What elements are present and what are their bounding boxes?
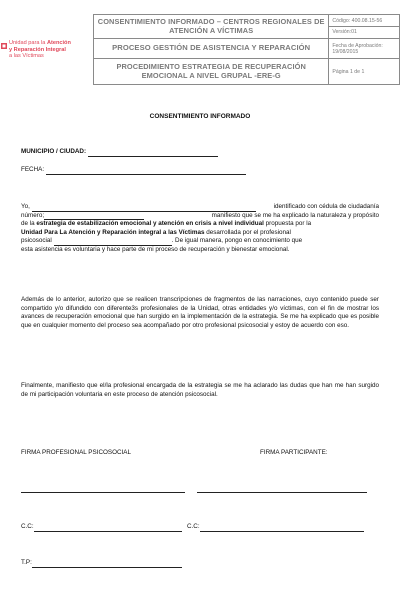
p1-desarrollada: desarrollada por el profesional: [204, 228, 291, 236]
p1-identificado: identificado con cédula de ciudadanía: [273, 203, 379, 210]
logo-text: [9, 40, 71, 60]
p1-line1: [21, 203, 379, 212]
p1-yo: Yo,: [21, 203, 30, 210]
header-code-cell: [329, 15, 400, 39]
tp-label: T.P:: [21, 559, 32, 566]
p1-line5: [21, 237, 379, 246]
cc-participante-field[interactable]: [200, 524, 364, 532]
logo-line2: y Reparación Integral: [9, 46, 66, 53]
firma-participante-label: FIRMA PARTICIPANTE:: [260, 449, 328, 456]
logo-line1-bold: Atención: [46, 40, 71, 46]
name-field[interactable]: [32, 204, 256, 212]
p1-numero: número;: [21, 211, 45, 219]
p1-psicosocial: psicosocial: [21, 237, 52, 245]
logo-line3: a las Víctimas: [9, 53, 44, 60]
p1-line2: [21, 212, 379, 221]
header-title-3: PROCEDIMIENTO ESTRATEGIA DE RECUPERACIÓN EMOCIONAL A NIVEL GRUPAL -ERE-G: [94, 59, 329, 85]
p1-propuesta: propuesta por la: [263, 220, 312, 228]
tp-field[interactable]: [32, 560, 182, 568]
header-version: Versión:01: [329, 26, 399, 35]
municipio-field[interactable]: [88, 149, 218, 157]
p1-de-igual: . De igual manera, pongo en conocimiento que: [171, 237, 303, 245]
cc-profesional-row: [21, 523, 182, 532]
p1-de-la: de la: [21, 220, 37, 228]
cc-profesional-label: C.C:: [21, 523, 34, 530]
cedula-field[interactable]: [44, 212, 144, 220]
firma-participante-line[interactable]: [197, 492, 367, 493]
header-page: Página 1 de 1: [329, 59, 400, 85]
cc-participante-label: C.C:: [187, 523, 200, 530]
p1-manifiesto: manifiesto que se me ha explicado la naturaleza y propósito: [211, 211, 379, 219]
municipio-row: [21, 148, 218, 157]
unidad-victimas-logo: [0, 40, 92, 60]
p1-line6: esta asistencia es voluntaria y hace parte de mi proceso de recuperación y bienestar emocional.: [21, 246, 290, 253]
p1-line4: [21, 229, 379, 238]
fecha-label: FECHA:: [21, 166, 45, 173]
p1-strategy-name: estrategia de estabilización emocional y atención en crisis a nivel individual: [36, 220, 264, 228]
paragraph-3-text: Finalmente, manifiesto que el/la profesional encargada de la estrategia se me ha aclarado las dudas que han me han surgido de mi participación voluntaria en este proceso de atención psicosocial.: [21, 382, 379, 398]
header-title-1: CONSENTIMIENTO INFORMADO – CENTROS REGIONALES DE ATENCIÓN A VÍCTIMAS: [94, 15, 329, 39]
header-code: Código: 400.08.15-56: [332, 18, 383, 24]
paragraph-2: [21, 296, 379, 330]
document-header: [0, 14, 400, 86]
fecha-row: [21, 166, 246, 175]
cc-participante-row: [187, 523, 364, 532]
header-approval-date: 19/08/2015: [332, 48, 359, 55]
paragraph-3: [21, 382, 379, 399]
tp-row: [21, 559, 182, 568]
firma-profesional-line[interactable]: [21, 492, 185, 493]
paragraph-2-text: Además de lo anterior, autorizo que se realicen transcripciones de fragmentos de las narraciones, cuyo contenido puede ser compartido y/o difundido con diferente3s profesionales de la Unidad, otras entidades y/o víctimas, con el fin de mostrar los avances de recuperación emocional que han surgido en la implementación de la estrategia. Se me ha explicado que es posible que en cualquier momento del proceso sea acompañado por otro profesional psicosocial y estoy de acuerdo con eso.: [21, 296, 379, 329]
p1-unidad-name: Unidad Para La Atención y Reparación integral a las Víctimas: [21, 228, 205, 236]
document-title: CONSENTIMIENTO INFORMADO: [149, 113, 251, 120]
profesional-field[interactable]: [54, 238, 172, 246]
logo-line1: Unidad para la: [9, 40, 47, 46]
header-table: [93, 14, 400, 85]
header-approval-label: Fecha de Aprobación:: [332, 42, 383, 49]
p1-line3: [21, 220, 379, 229]
fecha-field[interactable]: [46, 167, 246, 175]
firma-profesional-label: FIRMA PROFESIONAL PSICOSOCIAL: [21, 449, 131, 456]
municipio-label: MUNICIPIO / CIUDAD:: [21, 148, 87, 155]
header-approval-cell: [329, 39, 400, 59]
header-title-2: PROCESO GESTIÓN DE ASISTENCIA Y REPARACIÓN: [94, 39, 329, 59]
cc-profesional-field[interactable]: [34, 524, 182, 532]
logo-mark-icon: [1, 43, 7, 49]
